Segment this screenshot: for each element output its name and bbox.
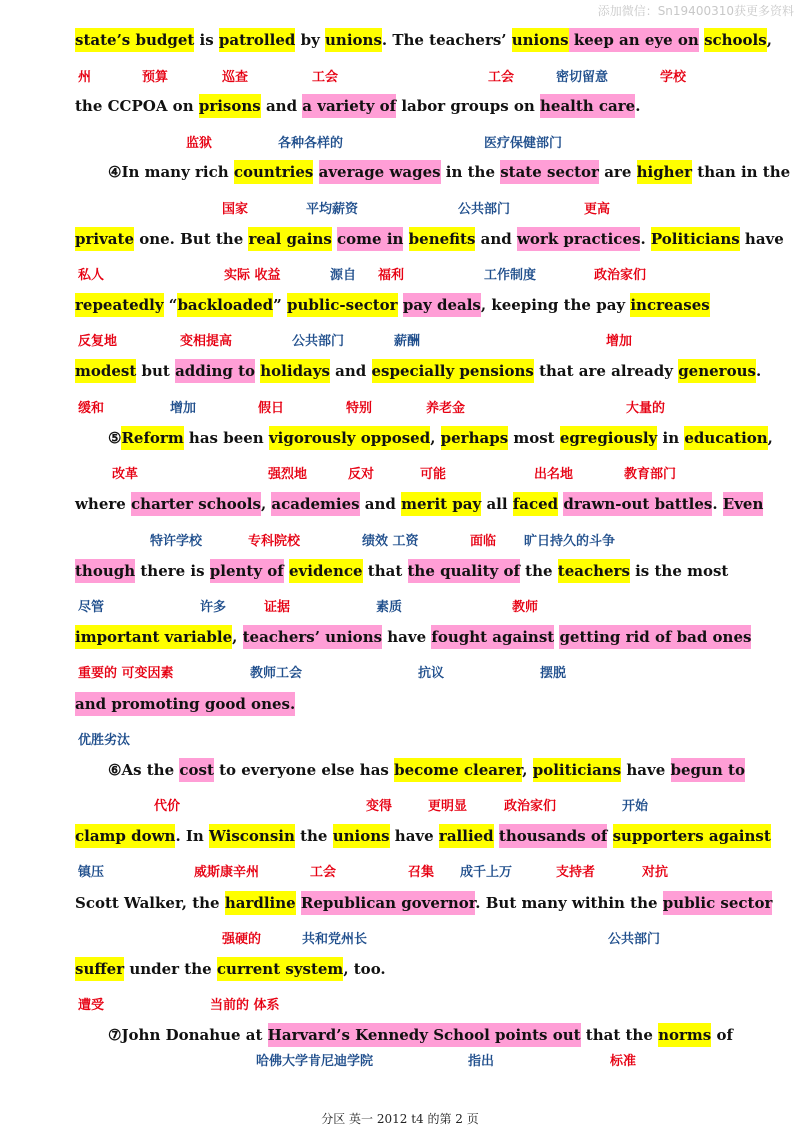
highlighted-phrase: health care (540, 94, 635, 118)
text-segment: than in the (692, 163, 791, 181)
text-segment: ⑦John Donahue at (108, 1026, 268, 1044)
text-segment: , (522, 761, 533, 779)
highlighted-phrase: pay deals (403, 293, 481, 317)
highlighted-phrase: hardline (225, 891, 296, 915)
highlighted-phrase: teachers (558, 559, 630, 583)
text-segment: . In (175, 827, 210, 845)
text-segment: , too. (343, 960, 386, 978)
gloss-annotation: 增加 (606, 334, 633, 349)
text-segment: and (260, 97, 303, 115)
gloss-annotation: 威斯康辛州 (194, 865, 260, 880)
gloss-annotation: 支持者 (556, 865, 596, 880)
text-line (75, 623, 751, 651)
highlighted-phrase: Republican governor (301, 891, 475, 915)
highlighted-phrase: come in (337, 227, 403, 251)
highlighted-phrase: though (75, 559, 135, 583)
text-segment: ④In many rich (108, 163, 234, 181)
gloss-annotation: 假日 (258, 401, 285, 416)
text-segment: and (359, 495, 402, 513)
text-segment: where (75, 495, 132, 513)
gloss-annotation: 实际 收益 (224, 268, 281, 283)
highlighted-phrase: work practices (517, 227, 640, 251)
gloss-annotation: 强烈地 (268, 467, 308, 482)
text-segment: has been (183, 429, 269, 447)
text-line (75, 92, 640, 120)
text-segment: but (136, 362, 176, 380)
text-line (75, 557, 728, 585)
text-segment: is (194, 31, 219, 49)
text-segment: by (295, 31, 326, 49)
gloss-annotation: 教师 (512, 600, 539, 615)
gloss-annotation: 学校 (660, 70, 687, 85)
gloss-annotation: 密切留意 (556, 70, 609, 85)
text-line (75, 225, 784, 253)
gloss-annotation: 指出 (468, 1054, 495, 1069)
highlighted-phrase: teachers’ unions (243, 625, 382, 649)
highlighted-phrase: the quality of (408, 559, 520, 583)
gloss-annotation: 监狱 (186, 136, 213, 151)
gloss-annotation: 面临 (470, 534, 497, 549)
text-segment: to everyone else has (213, 761, 395, 779)
gloss-annotation: 工作制度 (484, 268, 537, 283)
gloss-annotation: 出名地 (534, 467, 574, 482)
text-segment: that (362, 562, 408, 580)
gloss-annotation: 巡查 (222, 70, 249, 85)
gloss-annotation: 遭受 (78, 998, 105, 1013)
highlighted-phrase: evidence (289, 559, 363, 583)
highlighted-phrase: benefits (409, 227, 476, 251)
gloss-annotation: 素质 (376, 600, 403, 615)
highlighted-phrase: modest (75, 359, 136, 383)
highlighted-phrase: norms (658, 1023, 711, 1047)
text-segment: labor groups on (396, 97, 540, 115)
gloss-annotation: 摆脱 (540, 666, 567, 681)
gloss-annotation: 各种各样的 (278, 136, 344, 151)
gloss-annotation: 源自 (330, 268, 357, 283)
text-segment: , (766, 31, 772, 49)
gloss-annotation: 优胜劣汰 (78, 733, 131, 748)
highlighted-phrase: Wisconsin (209, 824, 295, 848)
text-segment: have (739, 230, 784, 248)
gloss-annotation: 缓和 (78, 401, 105, 416)
highlighted-phrase: countries (234, 160, 313, 184)
text-segment: that are already (533, 362, 679, 380)
gloss-annotation: 国家 (222, 202, 249, 217)
highlighted-phrase: politicians (533, 758, 621, 782)
highlighted-phrase: adding to (175, 359, 255, 383)
highlighted-phrase: clamp down (75, 824, 175, 848)
gloss-annotation: 工会 (310, 865, 337, 880)
highlighted-phrase: unions (325, 28, 382, 52)
highlighted-phrase: suffer (75, 957, 124, 981)
gloss-annotation: 开始 (622, 799, 649, 814)
highlighted-phrase: cost (179, 758, 214, 782)
gloss-annotation: 抗议 (418, 666, 445, 681)
highlighted-phrase: become clearer (394, 758, 522, 782)
text-segment: of (711, 1026, 733, 1044)
highlighted-phrase: begun to (671, 758, 746, 782)
highlighted-phrase: and promoting good ones. (75, 692, 295, 716)
text-segment: Scott Walker, the (75, 894, 225, 912)
gloss-annotation: 更明显 (428, 799, 468, 814)
text-segment (403, 227, 408, 251)
gloss-annotation: 改革 (112, 467, 139, 482)
gloss-annotation: 变得 (366, 799, 393, 814)
gloss-annotation: 教师工会 (250, 666, 303, 681)
text-segment: , (767, 429, 773, 447)
gloss-annotation: 镇压 (78, 865, 105, 880)
text-segment: most (508, 429, 560, 447)
gloss-annotation: 工会 (312, 70, 339, 85)
gloss-annotation: 公共部门 (458, 202, 511, 217)
text-segment: that the (580, 1026, 659, 1044)
text-segment: in the (440, 163, 501, 181)
text-segment: have (382, 628, 432, 646)
gloss-annotation: 哈佛大学肯尼迪学院 (256, 1054, 374, 1069)
gloss-annotation: 当前的 体系 (210, 998, 280, 1013)
gloss-annotation: 福利 (378, 268, 405, 283)
highlighted-phrase: patrolled (219, 28, 295, 52)
highlighted-phrase: public-sector (287, 293, 398, 317)
gloss-annotation: 更高 (584, 202, 611, 217)
text-line (75, 490, 763, 518)
text-line (75, 26, 772, 54)
text-line (75, 357, 761, 385)
text-segment: . (640, 230, 651, 248)
text-line (108, 756, 745, 784)
highlighted-phrase: keep an eye on (569, 28, 699, 52)
highlighted-phrase: real gains (248, 227, 331, 251)
highlighted-phrase: Harvard’s Kennedy School points out (268, 1023, 581, 1047)
text-segment: one. But the (134, 230, 249, 248)
gloss-annotation: 旷日持久的斗争 (524, 534, 616, 549)
text-line (108, 1021, 733, 1049)
gloss-annotation: 医疗保健部门 (484, 136, 563, 151)
gloss-annotation: 公共部门 (608, 932, 661, 947)
gloss-annotation: 强硬的 (222, 932, 262, 947)
text-segment: , keeping the pay (480, 296, 631, 314)
gloss-annotation: 召集 (408, 865, 435, 880)
gloss-annotation: 养老金 (426, 401, 466, 416)
gloss-annotation: 对抗 (642, 865, 669, 880)
highlighted-phrase: perhaps (441, 426, 509, 450)
gloss-annotation: 预算 (142, 70, 169, 85)
gloss-annotation: 标准 (610, 1054, 637, 1069)
text-segment: all (481, 495, 513, 513)
gloss-annotation: 教育部门 (624, 467, 677, 482)
text-segment: and (329, 362, 372, 380)
text-line (75, 822, 771, 850)
text-line (108, 424, 773, 452)
highlighted-phrase: Politicians (651, 227, 740, 251)
gloss-annotation: 特别 (346, 401, 373, 416)
text-segment: is the most (629, 562, 729, 580)
gloss-annotation: 增加 (170, 401, 197, 416)
highlighted-phrase: backloaded (177, 293, 273, 317)
highlighted-phrase: schools (704, 28, 767, 52)
text-segment: the (294, 827, 333, 845)
highlighted-phrase: Even (723, 492, 764, 516)
text-segment: under the (124, 960, 217, 978)
gloss-annotation: 反复地 (78, 334, 118, 349)
gloss-annotation: 共和党州长 (302, 932, 368, 947)
gloss-annotation: 政治家们 (594, 268, 647, 283)
gloss-annotation: 代价 (154, 799, 181, 814)
highlighted-phrase: fought against (431, 625, 554, 649)
text-line (75, 690, 295, 718)
highlighted-phrase: state sector (500, 160, 599, 184)
highlighted-phrase: vigorously opposed (269, 426, 430, 450)
highlighted-phrase: academies (271, 492, 359, 516)
text-segment: ⑤ (108, 429, 122, 447)
gloss-annotation: 特许学校 (150, 534, 203, 549)
text-segment: . But many within the (475, 894, 663, 912)
gloss-annotation: 许多 (200, 600, 227, 615)
gloss-annotation: 成千上万 (460, 865, 513, 880)
highlighted-phrase: prisons (199, 94, 261, 118)
text-segment: , (232, 628, 243, 646)
highlighted-phrase: holidays (260, 359, 330, 383)
gloss-annotation: 薪酬 (394, 334, 421, 349)
highlighted-phrase: education (684, 426, 767, 450)
text-segment: . The teachers’ (381, 31, 512, 49)
text-segment: . (755, 362, 762, 380)
gloss-annotation: 证据 (264, 600, 291, 615)
gloss-annotation: 私人 (78, 268, 105, 283)
highlighted-phrase: average wages (319, 160, 441, 184)
text-segment: and (475, 230, 517, 248)
text-segment: , (260, 495, 272, 513)
highlighted-phrase: supporters against (613, 824, 771, 848)
text-line (108, 158, 790, 186)
gloss-annotation: 州 (78, 70, 92, 85)
text-segment: , (430, 429, 441, 447)
text-segment: ⑥As the (108, 761, 180, 779)
highlighted-phrase: current system (217, 957, 343, 981)
text-segment: the CCPOA on (75, 97, 199, 115)
text-segment: the (519, 562, 558, 580)
highlighted-phrase: generous (678, 359, 756, 383)
gloss-annotation: 公共部门 (292, 334, 345, 349)
highlighted-phrase: unions (333, 824, 390, 848)
highlighted-phrase: plenty of (210, 559, 284, 583)
gloss-annotation: 重要的 可变因素 (78, 666, 174, 681)
highlighted-phrase: faced (513, 492, 558, 516)
text-segment: . (712, 495, 723, 513)
text-segment (313, 160, 318, 184)
highlighted-phrase: private (75, 227, 134, 251)
gloss-annotation: 变相提高 (180, 334, 233, 349)
highlighted-phrase: a variety of (302, 94, 396, 118)
text-segment: are (598, 163, 637, 181)
gloss-annotation: 反对 (348, 467, 375, 482)
gloss-annotation: 工会 (488, 70, 515, 85)
text-segment: have (621, 761, 671, 779)
text-segment (607, 824, 612, 848)
gloss-annotation: 政治家们 (504, 799, 557, 814)
highlighted-phrase: merit pay (401, 492, 481, 516)
gloss-annotation: 大量的 (626, 401, 666, 416)
text-line (75, 889, 772, 917)
highlighted-phrase: especially pensions (372, 359, 534, 383)
highlighted-phrase: higher (637, 160, 692, 184)
highlighted-phrase: rallied (439, 824, 494, 848)
page-footer: 分区 英一 2012 t4 的第 2 页 (321, 1112, 479, 1126)
highlighted-phrase: getting rid of bad ones (559, 625, 751, 649)
highlighted-phrase: Reform (121, 426, 183, 450)
highlighted-phrase: important variable (75, 625, 232, 649)
gloss-annotation: 专科院校 (248, 534, 301, 549)
text-line (75, 291, 710, 319)
text-segment: . (635, 97, 641, 115)
highlighted-phrase: repeatedly (75, 293, 164, 317)
highlighted-phrase: charter schools (131, 492, 261, 516)
text-segment: “ (163, 296, 178, 314)
text-segment: in (657, 429, 685, 447)
highlighted-phrase: egregiously (560, 426, 657, 450)
gloss-annotation: 绩效 工资 (362, 534, 419, 549)
gloss-annotation: 可能 (420, 467, 447, 482)
highlighted-phrase: state’s budget (75, 28, 194, 52)
highlighted-phrase: unions (512, 28, 569, 52)
text-line (75, 955, 386, 983)
highlighted-phrase: drawn-out battles (563, 492, 712, 516)
highlighted-phrase: thousands of (499, 824, 607, 848)
highlighted-phrase: public sector (663, 891, 773, 915)
gloss-annotation: 尽管 (78, 600, 105, 615)
text-segment: ” (273, 296, 287, 314)
text-segment: have (389, 827, 439, 845)
gloss-annotation: 平均薪资 (306, 202, 359, 217)
highlighted-phrase: increases (630, 293, 709, 317)
text-segment: there is (135, 562, 210, 580)
watermark: 添加微信：Sn19400310获更多资料 (597, 4, 794, 18)
